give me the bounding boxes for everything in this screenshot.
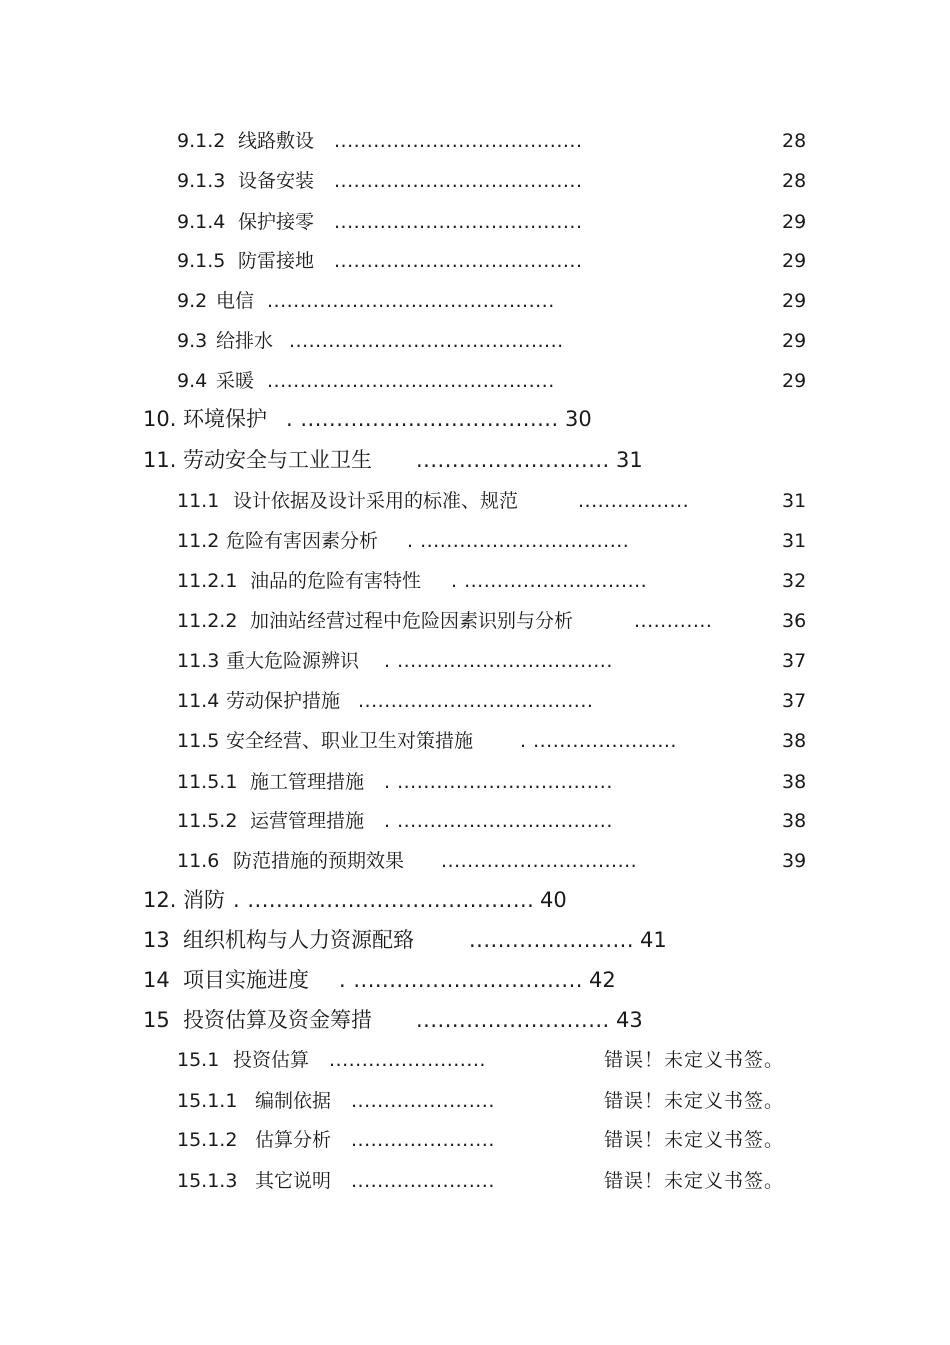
toc-entry-page: 38 (782, 771, 807, 793)
toc-entry-page: 29 (782, 370, 807, 392)
toc-entry-leader: . ........................................ (233, 888, 535, 912)
toc-entry[interactable] (0, 1166, 950, 1196)
toc-entry-title: 给排水 (216, 330, 274, 352)
toc-entry-page: 29 (782, 211, 807, 233)
toc-entry-number: 11.4 (177, 690, 220, 712)
toc-entry-page-error: 错误！未定义书签。 (604, 1049, 785, 1071)
toc-entry-number: 11.5 (177, 730, 220, 752)
toc-entry-number: 14 (143, 968, 170, 992)
toc-entry-page: 37 (782, 650, 807, 672)
toc-entry-leader: ...................... (351, 1090, 495, 1112)
toc-entry[interactable] (0, 965, 950, 995)
toc-entry-leader: ....................... (469, 928, 635, 952)
toc-entry-number: 9.1.3 (177, 170, 226, 192)
toc-entry[interactable] (0, 126, 950, 156)
toc-entry-leader: ........................ (329, 1049, 486, 1071)
toc-entry[interactable] (0, 726, 950, 756)
toc-entry-number: 9.3 (177, 330, 208, 352)
toc-entry-leader: ........................... (416, 1008, 610, 1032)
toc-entry[interactable] (0, 925, 950, 955)
toc-entry-page: 38 (782, 730, 807, 752)
toc-entry-number: 15.1 (177, 1049, 220, 1071)
toc-entry-title: 设计依据及设计采用的标准、规范 (233, 490, 519, 512)
toc-entry-title: 投资估算及资金筹措 (183, 1008, 372, 1032)
toc-entry-title: 安全经营、职业卫生对策措施 (226, 730, 474, 752)
toc-entry-title: 加油站经营过程中危险因素识别与分析 (250, 610, 574, 632)
toc-entry[interactable] (0, 1125, 950, 1155)
toc-entry[interactable] (0, 806, 950, 836)
toc-entry[interactable] (0, 767, 950, 797)
toc-entry-leader: . ................................. (384, 810, 613, 832)
toc-entry-number: 11. (143, 448, 177, 472)
toc-entry-title: 防范措施的预期效果 (233, 850, 405, 872)
toc-entry[interactable] (0, 207, 950, 237)
toc-entry[interactable] (0, 404, 950, 434)
toc-entry-leader: . ................................ (339, 968, 583, 992)
toc-entry-title: 设备安装 (238, 170, 315, 192)
toc-entry-leader: . ...................... (520, 730, 677, 752)
toc-entry-page: 36 (782, 610, 807, 632)
toc-entry-title: 危险有害因素分析 (226, 530, 379, 552)
toc-entry-page-error: 错误！未定义书签。 (604, 1170, 785, 1192)
toc-entry-leader: ................. (578, 490, 690, 512)
toc-entry[interactable] (0, 1086, 950, 1116)
toc-entry[interactable] (0, 846, 950, 876)
toc-entry-number: 11.2 (177, 530, 220, 552)
toc-entry-page: 28 (782, 130, 807, 152)
toc-entry-leader: . ................................. (384, 650, 613, 672)
toc-entry-number: 15.1.1 (177, 1090, 238, 1112)
toc-entry[interactable] (0, 445, 950, 475)
toc-entry-page: 30 (565, 407, 592, 431)
toc-entry-page: 39 (782, 850, 807, 872)
toc-entry-number: 11.2.1 (177, 570, 238, 592)
toc-entry-title: 项目实施进度 (183, 968, 309, 992)
toc-entry-leader: .......................................... (289, 330, 564, 352)
toc-entry-title: 其它说明 (255, 1170, 332, 1192)
toc-entry-number: 11.5.1 (177, 771, 238, 793)
toc-entry-title: 电信 (216, 290, 255, 312)
toc-entry-number: 9.2 (177, 290, 208, 312)
toc-entry-page: 29 (782, 290, 807, 312)
toc-entry-leader: . ................................ (407, 530, 630, 552)
toc-entry-page: 31 (616, 448, 643, 472)
toc-entry[interactable] (0, 366, 950, 396)
toc-entry-leader: .................................... (358, 690, 594, 712)
toc-entry[interactable] (0, 166, 950, 196)
toc-entry-title: 估算分析 (255, 1129, 332, 1151)
toc-entry-page-error: 错误！未定义书签。 (604, 1090, 785, 1112)
toc-entry-number: 13 (143, 928, 170, 952)
toc-entry-number: 11.1 (177, 490, 220, 512)
toc-entry-title: 重大危险源辨识 (226, 650, 360, 672)
toc-entry-title: 油品的危险有害特性 (250, 570, 422, 592)
toc-entry-title: 运营管理措施 (250, 810, 365, 832)
toc-entry-leader: .............................. (441, 850, 638, 872)
toc-entry-page: 42 (589, 968, 616, 992)
toc-entry-leader: ...................................... (334, 130, 583, 152)
toc-entry-number: 9.4 (177, 370, 208, 392)
toc-entry[interactable] (0, 885, 950, 915)
toc-entry-leader: . .................................... (286, 407, 559, 431)
toc-entry-leader: ............................................ (267, 290, 555, 312)
toc-entry-leader: ............ (634, 610, 713, 632)
toc-entry-number: 10. (143, 407, 177, 431)
toc-entry-leader: ............................................ (267, 370, 555, 392)
toc-entry-page: 29 (782, 330, 807, 352)
toc-entry[interactable] (0, 1005, 950, 1035)
toc-entry-page: 32 (782, 570, 807, 592)
toc-entry-title: 组织机构与人力资源配臵 (183, 928, 414, 952)
toc-entry-number: 9.1.2 (177, 130, 226, 152)
toc-entry[interactable] (0, 1045, 950, 1075)
toc-entry-title: 劳动安全与工业卫生 (183, 448, 372, 472)
toc-entry-title: 采暖 (216, 370, 255, 392)
toc-entry-title: 保护接零 (238, 211, 315, 233)
toc-entry-title: 投资估算 (233, 1049, 310, 1071)
toc-entry-title: 消防 (183, 888, 225, 912)
toc-entry-number: 9.1.4 (177, 211, 226, 233)
toc-entry-leader: . ................................. (384, 771, 613, 793)
toc-entry-leader: . ............................ (451, 570, 648, 592)
toc-entry-number: 15.1.2 (177, 1129, 238, 1151)
toc-entry-number: 11.3 (177, 650, 220, 672)
toc-entry[interactable] (0, 606, 950, 636)
toc-entry[interactable] (0, 246, 950, 276)
toc-entry[interactable] (0, 646, 950, 676)
toc-entry[interactable] (0, 686, 950, 716)
toc-entry-number: 15.1.3 (177, 1170, 238, 1192)
toc-entry[interactable] (0, 566, 950, 596)
toc-entry-leader: ...................... (351, 1129, 495, 1151)
toc-entry-number: 11.5.2 (177, 810, 238, 832)
toc-entry-page: 31 (782, 490, 807, 512)
toc-entry[interactable] (0, 286, 950, 316)
toc-entry[interactable] (0, 526, 950, 556)
toc-entry[interactable] (0, 486, 950, 516)
toc-entry-title: 施工管理措施 (250, 771, 365, 793)
toc-entry-title: 劳动保护措施 (226, 690, 341, 712)
toc-entry-title: 环境保护 (183, 407, 267, 431)
toc-entry-title: 线路敷设 (238, 130, 315, 152)
toc-entry-leader: ...................................... (334, 250, 583, 272)
toc-entry-title: 防雷接地 (238, 250, 315, 272)
toc-entry-number: 11.2.2 (177, 610, 238, 632)
toc-entry-number: 12. (143, 888, 177, 912)
toc-entry-title: 编制依据 (255, 1090, 332, 1112)
toc-entry-leader: ........................... (416, 448, 610, 472)
toc-entry-page: 38 (782, 810, 807, 832)
toc-entry[interactable] (0, 326, 950, 356)
toc-entry-page: 29 (782, 250, 807, 272)
toc-entry-number: 9.1.5 (177, 250, 226, 272)
toc-entry-page-error: 错误！未定义书签。 (604, 1129, 785, 1151)
toc-entry-number: 15 (143, 1008, 170, 1032)
toc-entry-page: 37 (782, 690, 807, 712)
toc-entry-page: 28 (782, 170, 807, 192)
toc-entry-page: 31 (782, 530, 807, 552)
toc-entry-page: 43 (616, 1008, 643, 1032)
toc-entry-number: 11.6 (177, 850, 220, 872)
toc-entry-page: 40 (540, 888, 567, 912)
toc-entry-page: 41 (640, 928, 667, 952)
toc-entry-leader: ...................................... (334, 170, 583, 192)
toc-entry-leader: ...................................... (334, 211, 583, 233)
toc-entry-leader: ...................... (351, 1170, 495, 1192)
